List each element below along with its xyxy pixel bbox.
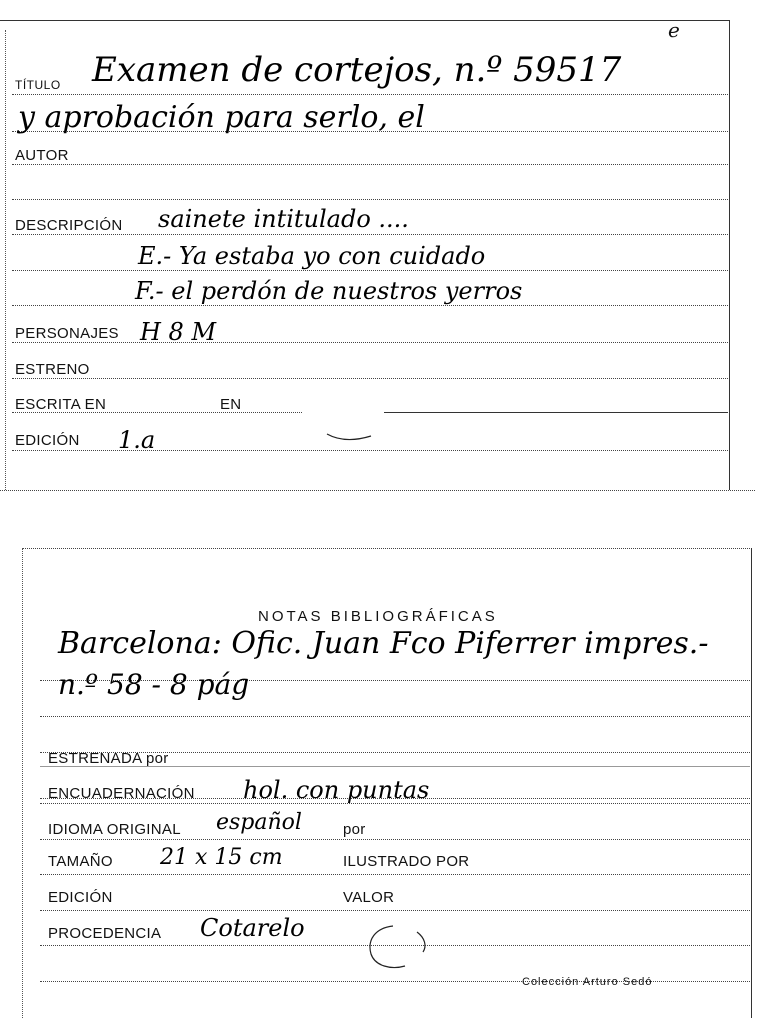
footer-collection: Colección Arturo Sedó	[522, 976, 653, 988]
handwritten-procedencia: Cotarelo	[200, 914, 305, 942]
bottom-card-right-border	[751, 548, 752, 1018]
handwritten-description-line3: F.- el perdón de nuestros yerros	[135, 277, 523, 305]
rule-autor	[12, 164, 728, 165]
stamp-circle-mark	[365, 922, 435, 972]
handwritten-personajes: H 8 M	[140, 318, 217, 346]
top-card-bottom-border	[0, 490, 755, 491]
rule-idioma	[40, 874, 750, 875]
top-card-right-border	[729, 20, 730, 490]
handwritten-notes-line2: n.º 58 - 8 pág	[58, 668, 250, 701]
rule-personajes	[12, 342, 728, 343]
rule-estreno	[12, 378, 728, 379]
rule-tamano	[40, 910, 750, 911]
notes-heading: NOTAS BIBLIOGRÁFICAS	[258, 608, 498, 625]
label-valor: VALOR	[343, 889, 395, 906]
handwritten-description-line2: E.- Ya estaba yo con cuidado	[138, 242, 486, 270]
pencil-squiggle-mark	[325, 430, 375, 444]
handwritten-title-line1: Examen de cortejos, n.º 59517	[92, 50, 622, 90]
label-encuadernacion: ENCUADERNACIÓN	[48, 785, 195, 802]
bottom-catalog-card	[0, 540, 759, 1028]
corner-mark: e	[668, 18, 680, 42]
label-personajes: PERSONAJES	[15, 325, 119, 342]
label-edicion-bottom: EDICIÓN	[48, 889, 113, 906]
label-idioma-por: por	[343, 821, 366, 838]
handwritten-encuadernacion: hol. con puntas	[243, 776, 430, 804]
rule-descripcion	[12, 234, 728, 235]
label-titulo: TÍTULO	[15, 78, 61, 92]
rule-autor-2	[12, 199, 728, 200]
handwritten-description-line1: sainete intitulado ....	[158, 205, 409, 233]
top-card-left-edge	[5, 30, 6, 490]
handwritten-edicion: 1.a	[118, 426, 156, 454]
label-procedencia: PROCEDENCIA	[48, 925, 162, 942]
handwritten-idioma-original: español	[216, 810, 302, 835]
label-edicion: EDICIÓN	[15, 432, 80, 449]
label-en: EN	[220, 396, 242, 413]
label-descripcion: DESCRIPCIÓN	[15, 217, 123, 234]
label-estrenada-por: ESTRENADA por	[48, 750, 169, 767]
label-autor: AUTOR	[15, 147, 69, 164]
label-estreno: ESTRENO	[15, 361, 90, 378]
handwritten-notes-line1: Barcelona: Ofic. Juan Fco Piferrer impres.-	[58, 626, 709, 661]
rule-titulo	[12, 94, 728, 95]
handwritten-tamano: 21 x 15 cm	[160, 845, 283, 870]
label-ilustrado-por: ILUSTRADO POR	[343, 853, 470, 870]
bottom-card-left-edge	[22, 548, 23, 1018]
label-tamano: TAMAÑO	[48, 853, 113, 870]
rule-notes-2	[40, 716, 750, 717]
handwritten-title-line2: y aprobación para serlo, el	[18, 100, 425, 135]
top-card-top-border	[0, 20, 730, 21]
rule-en	[384, 412, 728, 413]
top-catalog-card	[0, 0, 759, 496]
label-escrita-en: ESCRITA EN	[15, 396, 107, 413]
rule-encuadernacion	[40, 839, 750, 840]
label-idioma-original: IDIOMA ORIGINAL	[48, 821, 181, 838]
rule-descripcion-2	[12, 270, 728, 271]
rule-descripcion-3	[12, 305, 728, 306]
bottom-card-top-border	[22, 548, 752, 549]
